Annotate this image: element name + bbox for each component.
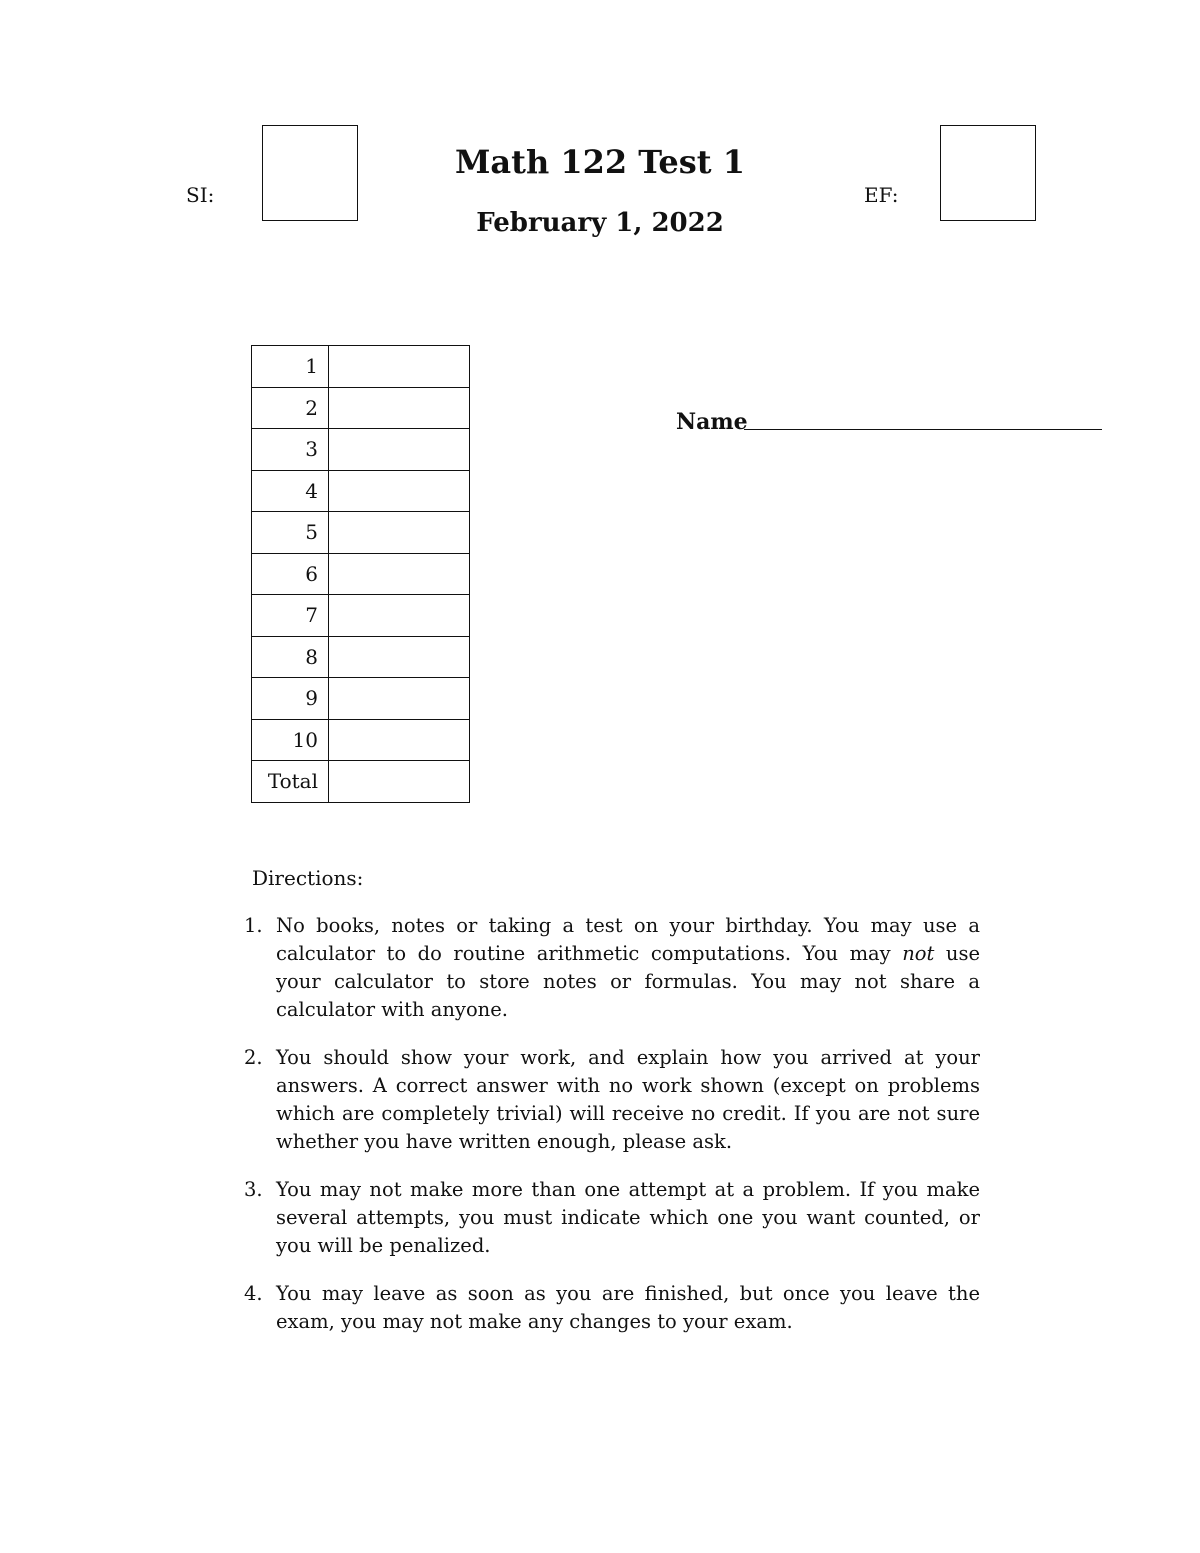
score-cell[interactable] bbox=[329, 719, 470, 761]
table-row bbox=[252, 346, 470, 388]
direction-text: You may not make more than one attempt at a problem. If you make several attempts, you must indicate which one you want counted, or you will be penalized. bbox=[276, 1178, 980, 1257]
direction-text: use your calculator to store notes or formulas. You may not share a calculator with anyone. bbox=[276, 942, 980, 1021]
list-marker: 1. bbox=[244, 914, 263, 937]
table-row bbox=[252, 761, 470, 803]
table-row bbox=[252, 595, 470, 637]
score-cell[interactable] bbox=[329, 636, 470, 678]
ef-score-box[interactable] bbox=[940, 125, 1036, 221]
directions-heading: Directions: bbox=[252, 866, 364, 890]
table-row bbox=[252, 553, 470, 595]
problem-number: 10 bbox=[252, 719, 329, 761]
total-score-cell[interactable] bbox=[329, 761, 470, 803]
list-marker: 3. bbox=[244, 1178, 263, 1201]
score-cell[interactable] bbox=[329, 470, 470, 512]
total-label: Total bbox=[252, 761, 329, 803]
score-cell[interactable] bbox=[329, 595, 470, 637]
problem-number: 8 bbox=[252, 636, 329, 678]
problem-number: 1 bbox=[252, 346, 329, 388]
direction-text: You may leave as soon as you are finished, but once you leave the exam, you may not make any changes to your exam. bbox=[276, 1282, 980, 1333]
name-input-line[interactable] bbox=[744, 429, 1102, 430]
score-cell[interactable] bbox=[329, 512, 470, 554]
score-cell[interactable] bbox=[329, 429, 470, 471]
list-marker: 4. bbox=[244, 1282, 263, 1305]
table-row bbox=[252, 636, 470, 678]
directions-list bbox=[244, 912, 980, 1356]
si-label: SI: bbox=[186, 183, 215, 207]
table-row bbox=[252, 429, 470, 471]
problem-number: 4 bbox=[252, 470, 329, 512]
problem-number: 6 bbox=[252, 553, 329, 595]
problem-number: 9 bbox=[252, 678, 329, 720]
score-cell[interactable] bbox=[329, 553, 470, 595]
score-cell[interactable] bbox=[329, 678, 470, 720]
table-row bbox=[252, 470, 470, 512]
name-label: Name bbox=[676, 409, 748, 435]
name-field bbox=[676, 407, 1102, 437]
score-table bbox=[251, 345, 470, 803]
direction-text: No books, notes or taking a test on your birthday. You may use a calculator to do routine arithmetic computations. You may bbox=[276, 914, 980, 965]
problem-number: 5 bbox=[252, 512, 329, 554]
ef-label: EF: bbox=[864, 183, 899, 207]
list-item bbox=[244, 1280, 980, 1336]
exam-date: February 1, 2022 bbox=[476, 208, 724, 238]
table-row bbox=[252, 387, 470, 429]
direction-emphasis: not bbox=[902, 942, 935, 965]
list-item bbox=[244, 912, 980, 1024]
page-title: Math 122 Test 1 bbox=[455, 143, 745, 181]
list-item bbox=[244, 1044, 980, 1156]
table-row bbox=[252, 678, 470, 720]
table-row bbox=[252, 719, 470, 761]
problem-number: 2 bbox=[252, 387, 329, 429]
score-cell[interactable] bbox=[329, 387, 470, 429]
problem-number: 7 bbox=[252, 595, 329, 637]
list-item bbox=[244, 1176, 980, 1260]
table-row bbox=[252, 512, 470, 554]
direction-text: You should show your work, and explain how you arrived at your answers. A correct answer with no work shown (except on problems which are completely trivial) will receive no credit. If you are not sure whether you have written enough, please ask. bbox=[276, 1046, 980, 1153]
list-marker: 2. bbox=[244, 1046, 263, 1069]
problem-number: 3 bbox=[252, 429, 329, 471]
score-cell[interactable] bbox=[329, 346, 470, 388]
